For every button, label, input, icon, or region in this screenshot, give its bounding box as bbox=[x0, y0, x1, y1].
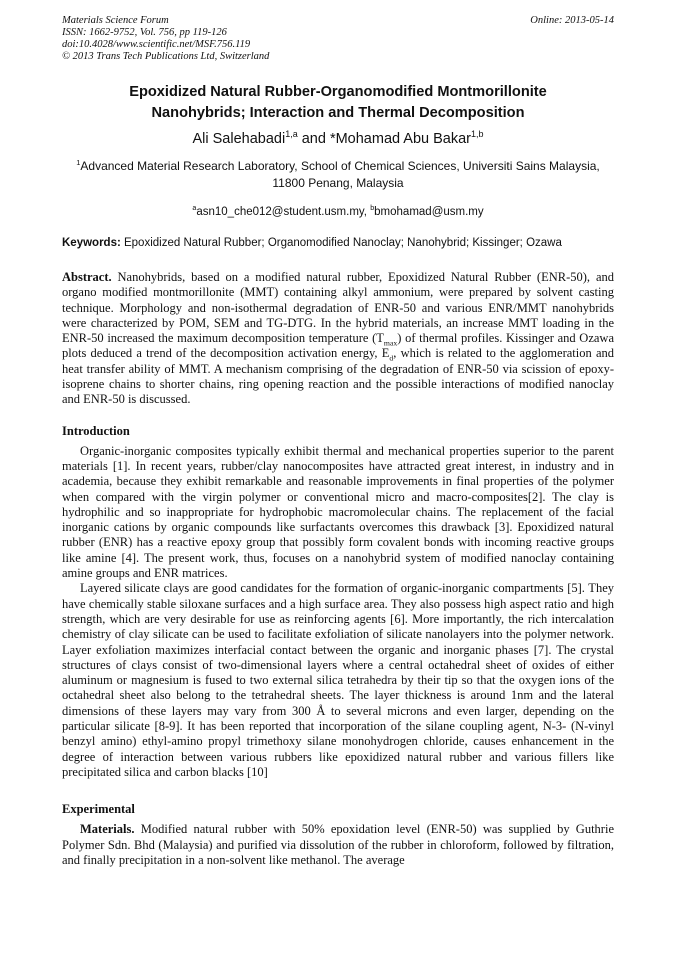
title-line-1: Epoxidized Natural Rubber-Organomodified Montmorillonite bbox=[129, 84, 547, 100]
journal-header bbox=[62, 15, 614, 63]
email-a[interactable]: asn10_che012@student.usm.my, bbox=[196, 206, 371, 218]
keywords-label: Keywords: bbox=[62, 237, 121, 249]
affiliation bbox=[62, 158, 614, 192]
email-b[interactable]: bmohamad@usm.my bbox=[374, 206, 484, 218]
title-line-2: Nanohybrids; Interaction and Thermal Decomposition bbox=[151, 105, 525, 121]
author-1: Ali Salehabadi bbox=[192, 131, 286, 147]
materials-paragraph bbox=[62, 822, 614, 868]
copyright-line: © 2013 Trans Tech Publications Ltd, Switzerland bbox=[62, 51, 270, 62]
keywords-text: Epoxidized Natural Rubber; Organomodified Nanoclay; Nanohybrid; Kissinger; Ozawa bbox=[120, 237, 562, 249]
online-date: Online: 2013-05-14 bbox=[530, 15, 614, 26]
author-1-affil: 1,a bbox=[285, 129, 298, 140]
doi-line: doi:10.4028/www.scientific.net/MSF.756.119 bbox=[62, 39, 251, 50]
email-b-sup: b bbox=[370, 204, 375, 213]
keywords bbox=[62, 236, 614, 251]
abstract-text-3: , which is related to the agglomeration and heat transfer ability of MMT. A mechanism comprising of the degradation of ENR-50 via scission of epoxy-isoprene chains to shorter chains, ring opening reaction and the possible interactions of modified nanoclay and ENR-50 is discussed. bbox=[62, 346, 614, 407]
author-2-affil: 1,b bbox=[471, 129, 484, 140]
paper-title bbox=[62, 82, 614, 124]
author-emails bbox=[62, 205, 614, 220]
issn-line: ISSN: 1662-9752, Vol. 756, pp 119-126 bbox=[62, 27, 227, 38]
affiliation-line-2: 11800 Penang, Malaysia bbox=[272, 176, 404, 190]
experimental-heading: Experimental bbox=[62, 802, 135, 817]
author-list bbox=[62, 129, 614, 149]
author-2: *Mohamad Abu Bakar bbox=[329, 131, 472, 147]
abstract-text-2: ) of thermal profiles. Kissinger and Ozawa plots deduced a trend of the decomposition activation energy, E bbox=[62, 331, 614, 361]
email-a-sup: a bbox=[192, 204, 197, 213]
author-conj: and bbox=[297, 131, 330, 147]
abstract bbox=[62, 270, 614, 408]
abstract-sub-max: max bbox=[383, 338, 398, 348]
materials-label: Materials. bbox=[80, 822, 135, 837]
abstract-sub-d: d bbox=[389, 353, 394, 363]
paper-page bbox=[62, 15, 614, 868]
introduction-heading: Introduction bbox=[62, 423, 130, 438]
abstract-text-1: Nanohybrids, based on a modified natural rubber, Epoxidized Natural Rubber (ENR-50), and organo modified montmorillonite (MMT) containing alkyl ammonium, were prepared by solvent casting technique. Morphology and non-isothermal degradation of ENR-50 and various ENR/MMT nanohybrids were characterized by POM, SEM and TG-DTG. In the hybrid materials, an increase MMT loading in the ENR-50 increased the maximum decomposition temperature (T bbox=[62, 270, 614, 346]
journal-name: Materials Science Forum bbox=[62, 15, 169, 26]
introduction-paragraph-2: Layered silicate clays are good candidates for the formation of organic-inorganic compartments [5]. They have chemically stable siloxane surfaces and a high surface area. They also possess high aspect ratio and high strength, which are very desirable for use as reinforcing agents [6]. More importantly, the rich intercalation chemistry of clay silicate can be used to facilitate exfoliation of silicate nanolayers into the polymer network. Layer exfoliation maximizes interfacial contact between the organic and inorganic phases [7]. The crystal structures of clays consist of two-dimensional layers where a central octahedral sheet of oxides of either aluminum or magnesium is fused to two external silica tetrahedra by their tip so that the oxygen ions of the octahedral sheet also belong to the tetrahedral sheets. The layer thickness is around 1nm and the lateral dimensions of these layers may vary from 300 Å to several microns and even larger, depending on the particular silicate [8-9]. It has been reported that incorporation of the silane coupling agent, N-3- (N-vinyl benzyl amino) ethyl-amino propyl trimethoxy silane monohydrogen chloride, causes enhancement in the degree of interaction between various rubbers like epoxidized natural rubber and various fillers like precipitated silica and carbon blacks [10] bbox=[62, 581, 614, 779]
affiliation-line-1: Advanced Material Research Laboratory, School of Chemical Sciences, Universiti Sains Malaysia, bbox=[80, 159, 600, 173]
affiliation-sup: 1 bbox=[76, 158, 81, 167]
introduction-paragraph-1: Organic-inorganic composites typically exhibit thermal and mechanical properties superior to the parent materials [1]. In recent years, rubber/clay nanocomposites have attracted great interest, in industry and in academia, because they exhibit remarkable and reasonable improvements in final properties of the polymer when compared with the virgin polymer or conventional micro and macro-composites[2]. The clay is hydrophilic and so inappropriate for hydrophobic macromolecular chains. The replacement of the facial inorganic cations by organic compounds like surfactants overcomes this drawback [3]. Epoxidized natural rubber (ENR) has a reactive epoxy group that possibly form covalent bonds with incoming reactive groups like amine [4]. The present work, thus, focuses on a nanohybrid system of modified nanoclay containing amine groups and ENR matrices. bbox=[62, 443, 614, 581]
materials-text: Modified natural rubber with 50% epoxidation level (ENR-50) was supplied by Guthrie Polymer Sdn. Bhd (Malaysia) and purified via dissolution of the rubber in chloroform, followed by filtration, and finally precipitation in a non-solvent like methanol. The average bbox=[62, 822, 614, 867]
abstract-label: Abstract. bbox=[62, 270, 112, 284]
